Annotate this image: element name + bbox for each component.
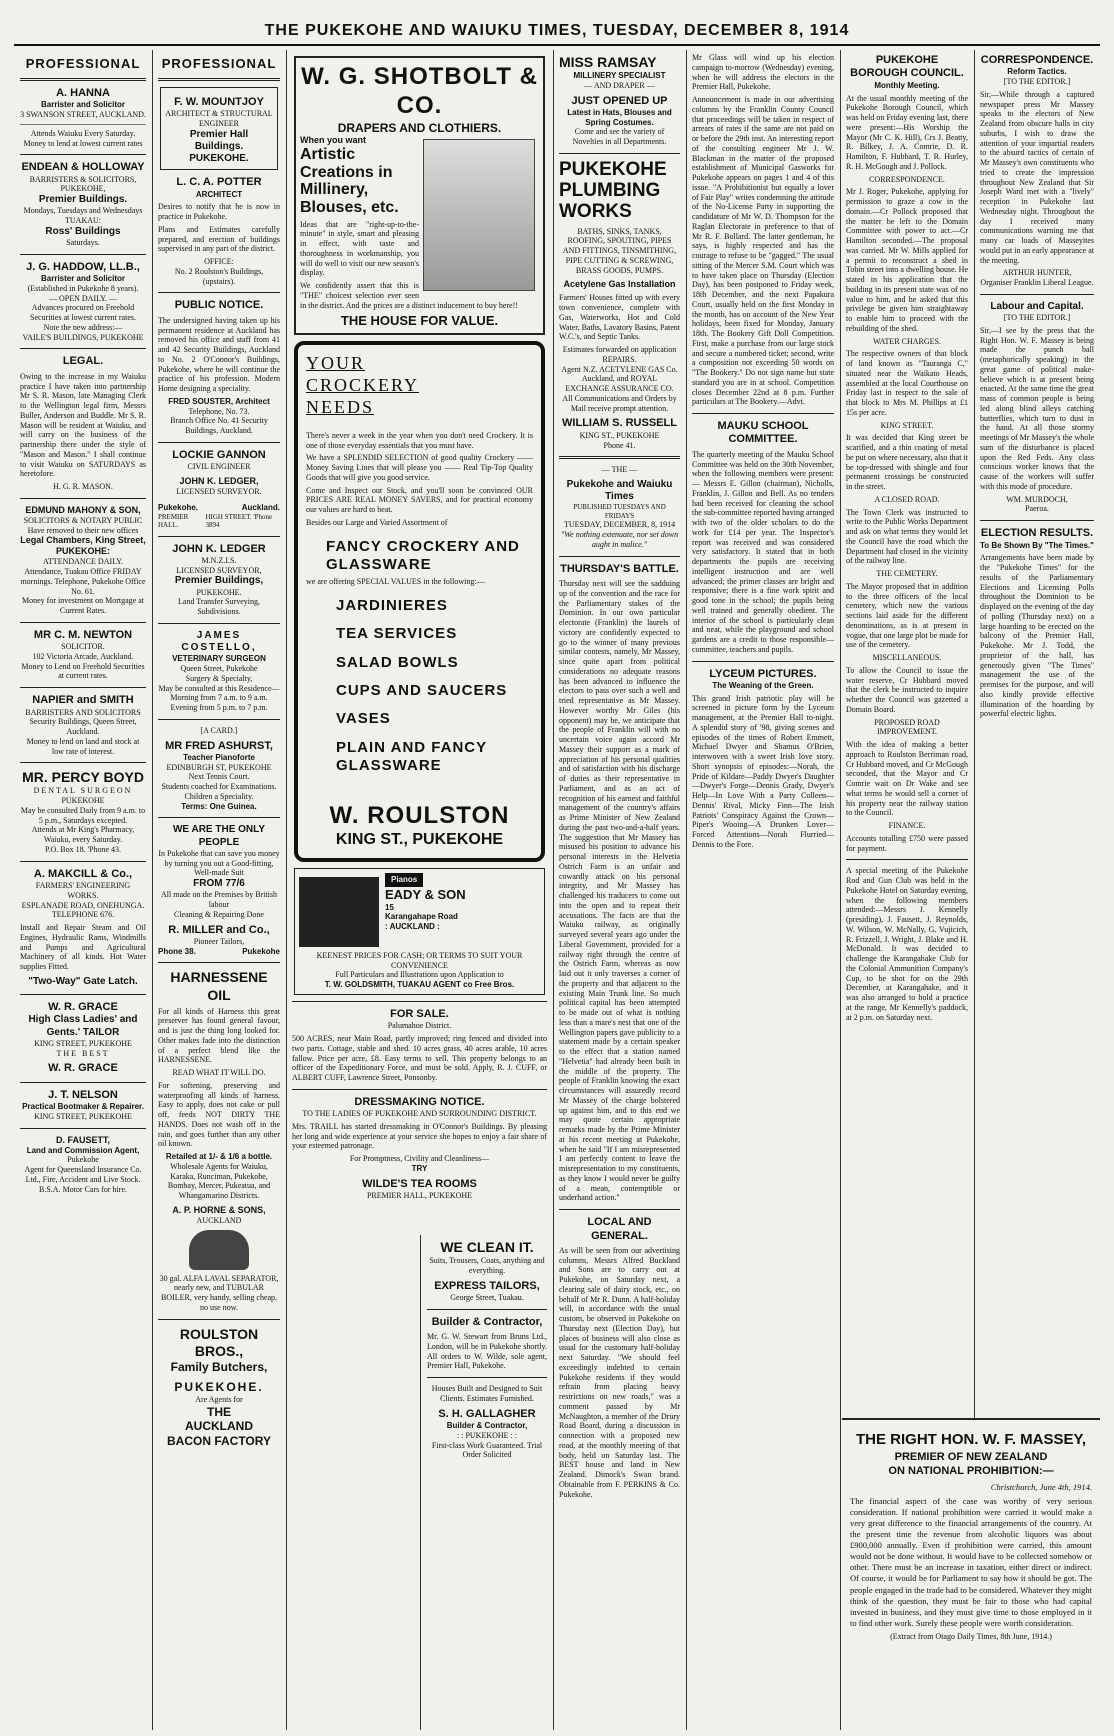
ad-text: P.O. Box 18. 'Phone 43. <box>44 844 122 854</box>
ad-text: Money to lend at lowest current rates <box>23 138 143 148</box>
ad-text: Are Agents for <box>195 1394 243 1404</box>
ad-name: LOCKIE GANNON <box>172 448 266 461</box>
article-body: The quarterly meeting of the Mauku School Committee was held on the 30th November, when the following members were present:— Messrs E. Gillon (chairman), Nicholls, Franklin, J. Gillon and Bell. As no tenders had been received for cleaning the school the sub-committee reported having arranged with two of the older scholars to do the work for £14 per year. The Inspector's report was received and was considered very satisfactory. It stated that in both departments the pupils are receiving intelligent instruction and are well advanced; the primer classes are bright and responsive; there is a fine work spirit and good tone in the school; the pupils being well trained and generally obedient. The interior of the school is particularly clean and neat, while the playground and school gardens are a credit to those responsible—committee, teachers and pupils. <box>692 449 834 654</box>
article-body: Accounts totalling £750 were passed for payment. <box>846 833 968 853</box>
article-body: With the idea of making a better approach to Roulston Berriman road, Cr Hubbard moved, and Cr McGough seconded, that the Mayor and Cr Comrie wait on Dr Wake and see what terms he would sell a corner of his property near the railway station to the Council. <box>846 740 968 818</box>
ad-title: Family Butchers, <box>170 1359 268 1374</box>
ad-body: For all kinds of Harness this great preserver has found general favour, and is just the thing long looked for. Other makes fade into the distinction of a perfect blend like the HARNESSENE. <box>158 1006 280 1065</box>
ad-name: WILDE'S TEA ROOMS <box>362 1177 477 1190</box>
ad-text: FRED SOUSTER, Architect <box>168 396 270 406</box>
article-body: Thursday next will see the sadduing up of the convention and the race for the Parliamentary stakes of the Dominion. In our own particular electorate (Franklin) the laurels of victory are confidently expected to go to the winner of many previous similar contests, namely, Mr Massey, since quite apart from political considerations no adequate reasons has been advanced to influence the electors to pass over such a well and tried representative as Mr Massey. However worthy Mr Giles (his opponent) may be, we anticipate that the people of Franklin will with no uncertain voice again accord Mr Massey their support as a mark of appreciation of his personal qualities and of satisfaction with his discharge of duties as their representative in Parliament, and as an act of recognition of his earnest and faithful management of the country's affairs as Prime Minister of New Zealand during the past two-and-a-half years. The suggestion that Mr Massey has misused his position to advance his personal interests in the Helvetia Ostrich Farm is an unfair and cowardly attack on his personal integrity, and Mr Massey has challenged his traducers to come out into the open and to repeat their accusations. The facts are that the Waiuku railway, as originally surveyed several years ago under the Liberal Government, provided for a railway right through the centre of the Ostrich Farm, whereas as now laid out it only traverses a corner of the property and that adjacent to the existing Main Trunk line. So much political capital has been attempted to be made out of what is nothing less than a mare's nest that one of the Wellington papers gave publicity to a statement made by a certain speaker to the effect that a station named "Helvetia" had already been built in the middle of the property. The people of Franklin knowing the exact circumstances will assuredly record Mr Massey of the charge bolstered up against him, and to this end we may quote certain appropriate remarks made by the Prime Minister at his recent meeting at Pukekohe, when he said "If I am misrepresented I am perfectly content to leave the misrepresentation to my constituents, as they know I would never be guilty of a mean, contemptible or underhand action." <box>559 579 680 1203</box>
ad-text: KING ST., PUKEKOHE <box>579 430 660 440</box>
ad-text: AUCKLAND <box>196 1215 242 1225</box>
ad-badge: Pianos <box>385 873 423 887</box>
ad-text: Latest in Hats, Blouses and Spring Costumes. <box>567 107 672 127</box>
list-item: TEA SERVICES <box>336 625 458 643</box>
ad-name: WILLIAM S. RUSSELL <box>562 417 677 430</box>
article-subhead: THE CEMETERY. <box>876 569 938 579</box>
ad-name: Builder & Contractor, <box>431 1315 543 1328</box>
ad-text: 30 gal. ALFA LAVAL SEPARATOR, nearly new, and TUBULAR BOILER, very handy, selling cheap, no use now. <box>159 1273 279 1312</box>
ad-text: M.N.Z.I.S. <box>201 555 237 565</box>
article-subtitle: Monthly Meeting. <box>874 80 940 90</box>
ad-name: W. R. GRACE <box>48 1001 118 1013</box>
ad-title: High Class Ladies' and Gents.' TAILOR <box>28 1014 138 1038</box>
ad-text: THE BEST <box>56 1048 110 1058</box>
ad-text: KEENEST PRICES FOR CASH; OR TERMS TO SUIT YOUR CONVENIENCE <box>316 950 523 970</box>
ad-body: We have a SPLENDID SELECTION of good quality Crockery —— Money Saving Lines that will please you —— Real Tip-Top Quality Goods that will give you good service. <box>306 453 533 482</box>
paper-nameplate: Pukekohe and Waiuku Times <box>566 479 673 503</box>
ad-title: Practical Bootmaker & Repairer. <box>22 1102 144 1112</box>
ad-text: Land Transfer Surveying, Subdivisions. <box>178 597 260 617</box>
ad-text: Suits, Trousers, Coats, anything and everything. <box>429 1256 545 1275</box>
ad-title: LICENSED SURVEYOR. <box>176 487 262 497</box>
article-subhead: MISCELLANEOUS. <box>872 653 942 663</box>
article-body: The Mayor proposed that in addition to the three officers of the local cemetery, which now the various sections laid aside for the different denominations, as is at present in vogue, that one large plot be made for use of the cemetery. <box>846 581 968 650</box>
ad-text: Queen Street, Pukekohe <box>180 664 258 674</box>
section-header: PROFESSIONAL <box>161 56 277 71</box>
ad-name: D. FAUSETT, <box>55 1134 110 1145</box>
ad-title: Builder & Contractor, <box>446 1421 528 1431</box>
ad-text: Acetylene Gas Installation <box>563 279 676 290</box>
ad-name: A. P. HORNE & SONS, <box>172 1204 266 1215</box>
ad-name: MR. PERCY BOYD <box>22 769 144 786</box>
ad-name: NAPIER and SMITH <box>32 694 134 707</box>
ad-text: Have removed to their new offices <box>27 525 139 535</box>
ad-text: HIGH STREET. 'Phone 3894 <box>205 512 273 530</box>
ad-text: PUKEKOHE, <box>60 184 106 194</box>
article-signature: Paeroa. <box>1025 504 1049 514</box>
ad-name: L. C. A. POTTER <box>176 176 262 189</box>
article-date: Christchurch, June 4th, 1914. <box>990 1482 1092 1493</box>
article-subtitle: PREMIER OF NEW ZEALAND <box>894 1450 1048 1463</box>
ad-text: KING ST., PUKEKOHE <box>335 831 504 849</box>
article-body: It was decided that King street be scarified, and a thin coating of metal be put on where necessary, also that it be top-dressed with shingle and four permanent crossings be constructed in the street. <box>846 433 968 492</box>
ad-text: Next Tennis Court. <box>188 772 250 782</box>
ad-title: Barrister and Solicitor <box>40 274 126 284</box>
article-body: The financial aspect of the case was worthy of very serious consideration. If national prohibition were carried it would make a very great difference to the financial arrangements of the country. At the present time the revenue from alcoholic liquors was about £900,000 annually. Even if prohibition were carried, this amount would not be done without. It would have to be collected somehow or other. There must be an increase in taxation, either direct or indirect. Of course, it would be for Parliament to say how it should be got. The people engaged in the trade had to be considered. Whatever they might think of the question, they must be fair to those who had capital invested in business, and they must give time to those employed in it to find other work. Surely these people were worth consideration. <box>850 1496 1092 1628</box>
article-body: The respective owners of that block of land known as "Tauranga C," situated near the Waikato Heads, assembled at the local Courthouse on Friday last in respect to the sale of that block to Mrs M. Phillips at £1 15s per acre. <box>846 349 968 417</box>
article-subhead: A CLOSED ROAD. <box>874 494 940 504</box>
list-item: SALAD BOWLS <box>336 653 459 671</box>
ad-text: Phone 38. <box>158 946 196 956</box>
ad-title: Barrister and Solicitor <box>40 100 126 110</box>
ad-body: Owing to the increase in my Waiuku practice I have taken into partnership Mr S. R. Mason, late Managing Clerk to the Wellington legal firm, Messrs Buller, Anderson and Buddle. Mr S. R. Mason will be resident at Waiuku, and will carry on the business of the partnership there under the style of "Mason and Mason." I shall continue to visit Waiuku on SATURDAYS as heretofore. <box>20 371 146 479</box>
ad-title: BARRISTERS & SOLICITORS, <box>29 174 137 184</box>
article-body: A special meeting of the Pukekohe Rod and Gun Club was held in the Pukekohe Hotel on Saturday evening, when the following members attended:—Messrs J. Kennelly (presiding), J. Fausett, J. Reynolds, W. Wilson, W. McNally, G. Vujicich, R. Frizzell, J. Wright, J. Blake and H. McDonald. It was decided to challenge the Karangahake Club for the Colonial Ammunition Company's Cup, to be shot for on the 29th December, at Karangahake, and it was also arranged to hold a practice at the range, Mr Kennelly's paddock, at 2 p.m. on Saturday next. <box>846 866 968 1022</box>
ad-text: EDINBURGH ST, PUKEKOHE <box>166 762 272 772</box>
ad-text: : : PUKEKOHE : : <box>457 1430 517 1440</box>
ad-name: EDMUND MAHONY & SON, <box>25 504 141 515</box>
ad-name: PUKEKOHE PLUMBING WORKS <box>559 158 667 222</box>
ad-name: MISS RAMSAY <box>559 54 657 70</box>
article-subtitle: The Weaning of the Green. <box>712 680 814 690</box>
ad-name: JOHN K. LEDGER <box>172 542 266 555</box>
ad-name: A. HANNA <box>56 86 110 99</box>
ad-name: W. G. SHOTBOLT & CO. <box>301 63 538 120</box>
top-rule <box>14 44 1100 46</box>
ad-text: Surgery & Specialty, <box>185 673 253 683</box>
ad-body: Desires to notify that he is now in practice in Pukekohe. <box>158 202 280 222</box>
ad-text: Premier Buildings, <box>174 575 264 587</box>
column-5 <box>686 50 840 1730</box>
ad-text: KING STREET, PUKEKOHE <box>34 1111 132 1121</box>
article-title: PUKEKOHE BOROUGH COUNCIL. <box>850 54 964 80</box>
ad-text: May be consulted at this Residence— Morning from 7 a.m. to 9 a.m. Evening from 5 p.m. to 7 p.m. <box>158 683 280 713</box>
ad-text: Houses Built and Designed to Suit Clients. Estimates Furnished. <box>431 1384 543 1403</box>
ad-text: Premier Buildings. <box>38 194 128 206</box>
column-3b <box>420 1235 553 1730</box>
ad-text: Mondays, Tuesdays and Wednesdays <box>23 206 143 216</box>
ad-text: No. 2 Roulston's Buildings, (upstairs). <box>174 266 264 286</box>
ad-text: Branch Office No. 41 Security Buildings, Auckland. <box>170 416 268 436</box>
ad-name: F. W. MOUNTJOY <box>174 95 264 108</box>
ad-title: Palumahoe District. <box>387 1021 452 1031</box>
ad-name: CROCKERY <box>306 375 420 396</box>
ad-text: THE HOUSE FOR VALUE. <box>340 313 499 329</box>
ad-text: H. G. R. MASON. <box>53 482 113 492</box>
column-4 <box>553 50 686 1730</box>
ad-text: Note the new address:— <box>43 322 123 332</box>
article-title: ELECTION RESULTS. <box>980 527 1094 540</box>
ad-text: First-class Work Guaranteed. Trial Order Solicited <box>431 1440 543 1460</box>
ad-body: For softening, preserving and waterproofing all kinds of harness. Easy to apply, does not cake or pull off, feeds NOT DIRTY THE HANDS. Does not wash off in the rain, and goes further than any other oil known. <box>158 1080 280 1149</box>
ad-text: AUCKLAND <box>185 1419 253 1434</box>
ad-text: PUKEKOHE <box>61 796 105 806</box>
ad-text: FROM 77/6 <box>193 878 245 890</box>
ad-body: Mrs. TRAILL has started dressmaking in O'Connor's Buildings. By pleasing her long and wide experience at your service she hopes to enjoy a fair share of your esteemed patronage. <box>292 1121 547 1151</box>
ad-text: Agent N.Z. ACETYLENE GAS Co. Auckland, and ROYAL EXCHANGE ASSURANCE CO. <box>561 364 678 394</box>
ad-body: The undersigned having taken up his permanent residence at Auckland has removed his office and staff from 41 and 42 Security Buildings, Auckland to No. 2 O'Connor's Buildings, Pukekohe, where he will continue the practice of his profession. Modern Home designing a speciality. <box>158 315 280 394</box>
ad-text: PUBLISHED TUESDAYS AND FRIDAYS <box>573 503 666 520</box>
article-body: To allow the Council to issue the water reserve, Cr Hubbard moved that the clerk be instructed to inquire whether the Council was gazetted a Domain Board. <box>846 665 968 714</box>
article-body: This grand Irish patriotic play will be screened in picture form by the Lyceum management, at the Premier Hall to-night. A splendid story of '98, giving scenes and episodes of the times of Robert Emmett, Michael Dwyer and Shamus O'Brien, interwoven with a sweet Irish love story. Short synopsis of episodes:—Norah, the Pride of Kildare—Paddy Dwyer's Daughter—Dwyer's Forge—Dennis Grady, Dwyer's Help—In Love With a Party Colleen—Dennis' Rival, Micky Finn—The Irish Patriots' Conspiracy Against the Crown—Piper's Wooing—A Drunken Lover—Forced Attentions—Norah Flurried—Dennis to the Fore. <box>692 693 834 849</box>
article-subtitle: Reform Tactics. <box>1007 67 1067 77</box>
ad-text: Money to lend on land and stock at low rate of interest. <box>26 736 140 756</box>
ad-text: Saturdays. <box>66 238 100 248</box>
article-signature: WM. MURDOCH, <box>1006 494 1068 504</box>
ad-body: 500 ACRES, near Main Road, partly improved; ring fenced and divided into two parts. Cottage, stable and shed. 10 acres grass, 40 acres arable, 10 acres fallow. Price per acre, £8. Easy terms to sell. This property belongs to an officer of the Expeditionary Force, and must be sold. Apply, R. J. CUFF, or ALBERT CUFF, Lawrence Street, Ponsonby. <box>292 1034 547 1083</box>
ad-text: Attends Waiuku Every Saturday. <box>30 128 136 138</box>
list-item: VASES <box>336 710 391 728</box>
list-item: PLAIN AND FANCY GLASSWARE <box>336 738 487 774</box>
ad-title: ARCHITECT <box>195 189 243 199</box>
article-title: MAUKU SCHOOL COMMITTEE. <box>717 420 809 446</box>
article-title: LOCAL AND GENERAL. <box>587 1216 652 1242</box>
ad-text: Artistic Creations in Millinery, Blouses, etc. <box>300 146 399 216</box>
article-body: The Town Clerk was instructed to write to the Public Works Department and ask on what terms they would let the Council have the road which the Department had closed in the vicinity of the railway line. <box>846 507 968 566</box>
ad-text: Come and see the variety of Novelties in all Departments. <box>572 127 667 147</box>
ad-name: HARNESSENE OIL <box>170 969 268 1003</box>
ad-text: Money for investment on Mortgage at Current Rates. <box>22 596 144 616</box>
ad-title: Land and Commission Agent, <box>26 1145 140 1155</box>
article-title: THURSDAY'S BATTLE. <box>560 562 679 575</box>
ad-name: LEGAL. <box>62 355 104 368</box>
ad-text: Agent for Queensland Insurance Co. Ltd., Fire, Accident and Live Stock. B.S.A. Motor Cars for hire. <box>24 1165 142 1194</box>
ad-title: LICENSED SURVEYOR, <box>176 565 262 575</box>
ad-text: 15 <box>385 902 394 912</box>
ad-text: "We nothing extenuate, nor set down aught in malice." <box>560 530 679 549</box>
ad-text: Advances procured on Freehold Securities at lowest current rates. <box>30 303 136 323</box>
ad-text: 102 Victoria Arcade, Auckland. <box>32 651 134 661</box>
article-subhead: [TO THE EDITOR.] <box>1003 313 1071 323</box>
ad-title: CIVIL ENGINEER <box>187 462 251 472</box>
ad-text: Auckland. <box>241 502 280 512</box>
ad-text: Wholesale Agents for Waiuku, Karaka, Runciman, Pukekohe, Bombay, Mercer, Pukeatua, and Whangamarino Districts. <box>167 1161 271 1201</box>
article-subhead: FINANCE. <box>888 821 926 831</box>
ad-text: JUST OPENED UP <box>571 94 668 107</box>
ad-name: MR FRED ASHURST, <box>165 739 273 752</box>
ad-text: "Two-Way" Gate Latch. <box>28 975 138 987</box>
ad-text: PUKEKOHE. <box>196 587 242 597</box>
article-body: Mr J. Roger, Pukekohe, applying for permission to graze a cow in the domain.—Cr Pollock proposed that the matter be left to the Domain Committee with power to act.—Cr Hamilton seconded.—The proposal was carried. Mr W. Mills applied for a permit to reconstruct a shed in Tobin street into a dwelling house. He stated in his application that the building in its present state was of no value to him, and he asked that this privilege be given him straightaway to enable him to proceed with the rebuilding of the shed. <box>846 187 968 333</box>
ad-text: KING STREET, PUKEKOHE <box>34 1038 132 1048</box>
ad-text: For Promptness, Civility and Cleanliness— <box>349 1154 490 1164</box>
ad-text: Retailed at 1/- & 1/6 a bottle. <box>165 1152 273 1162</box>
masthead: THE PUKEKOHE AND WAIUKU TIMES, TUESDAY, DECEMBER 8, 1914 <box>264 22 850 39</box>
article-subtitle: To Be Shown By "The Times." <box>980 540 1094 550</box>
article-subhead: PROPOSED ROAD IMPROVEMENT. <box>874 717 940 737</box>
ad-text: TUESDAY, DECEMBER, 8, 1914 <box>563 520 676 530</box>
cow-illustration <box>189 1230 249 1270</box>
ad-name: JAMES COSTELLO, <box>181 629 257 654</box>
article-title: LYCEUM PICTURES. <box>709 667 817 680</box>
ad-text: Legal Chambers, King Street, PUKEKOHE: <box>20 535 146 557</box>
ad-title: SOLICITORS & NOTARY PUBLIC <box>23 515 143 525</box>
ad-name: A. MAKCILL & Co., <box>33 867 133 880</box>
ad-text: T. W. GOLDSMITH, TUAKAU AGENT co Free Bros. <box>324 980 515 990</box>
ad-text: PUKEKOHE. <box>174 1380 264 1395</box>
ad-text: FANCY CROCKERY AND GLASSWARE <box>326 537 520 574</box>
ad-title: SOLICITOR. <box>61 642 105 652</box>
article-subhead: [TO THE EDITOR.] <box>1003 77 1071 87</box>
ad-text: All Communications and Orders by Mail receive prompt attention. <box>562 393 677 413</box>
ad-address: 3 SWANSON STREET, AUCKLAND. <box>20 110 146 120</box>
article-subhead: CORRESPONDENCE. <box>869 174 945 184</box>
article-signature: Organiser Franklin Liberal League. <box>980 278 1094 288</box>
ad-title: MILLINERY SPECIALIST <box>573 71 666 81</box>
list-item: CUPS AND SAUCERS <box>336 681 508 699</box>
ad-text: TRY <box>411 1163 428 1173</box>
article-subhead: WATER CHARGES. <box>872 336 941 346</box>
ad-body: Install and Repair Steam and Oil Engines, Hydraulic Rams, Windmills and Pumps and Agricultural Machinery of all kinds. Hot Water supplies Fitted. <box>20 923 146 972</box>
ad-text: THE <box>207 1404 231 1419</box>
ad-text: ESPLANADE ROAD, ONEHUNGA. <box>21 900 145 910</box>
ad-text: : AUCKLAND : <box>385 922 440 932</box>
ad-text: VAILE'S BUILDINGS, PUKEKOHE <box>22 332 144 342</box>
ad-title: DRAPERS AND CLOTHIERS. <box>337 120 502 135</box>
fashion-illustration <box>423 139 535 291</box>
article-body: Announcement is made in our advertising columns by the Franklin County Council that proceedings will be taken in respect of arrears of rates if the same are not paid on or before the 29th inst. An interesting report of the consulting engineer Mr J. W. Blackman in the matter of the proposed establishment of Municipal Gasworks for Pukekohe appears on pages 1 and 4 of this issue. "A Prohibitionist but equally a lover of Fair Play" writes condemning the attitude of the No-License Party in supporting the candidature of Mr W. D. Thompson for the Raglan Electorate in preference to that of Mr R. F. Bollard. The latter gentleman, he says, is highly respected and has the courage to refuse to be "gagged." The usual sitting of the Mercer S.M. Court which was to have taken place on Thursday (Election Day), has been postponed to Friday week, 18th December, and the next Papakura Court, usually held on the first Monday in the month, has on account of the New Year holidays, been fixed for Monday, January 18th. The Bookery Gift Doll Competition. First, make a purchase from our large stock and secure a numbered ticket; second, write a composition not exceeding 50 words on "The Bookery." Do not sign name but state standard you are in at school. Competition closes December 22nd at 8 p.m. Further particulars at The Bookery.—Advt. <box>692 95 834 407</box>
section-header: PROFESSIONAL <box>25 56 141 71</box>
ad-text: Karangahape Road <box>385 912 458 922</box>
ad-name: ENDEAN & HOLLOWAY <box>21 161 145 174</box>
ad-text: [A CARD.] <box>200 725 238 735</box>
ad-body: There's never a week in the year when you don't need Crockery. It is one of those everyday essentials that you must have. <box>306 430 533 450</box>
list-item: JARDINIERES <box>336 597 448 615</box>
ad-name: J. G. HADDOW, LL.B., <box>26 260 140 273</box>
ad-text: ATTENDANCE DAILY. <box>43 557 123 567</box>
column-1 <box>14 50 152 1730</box>
ad-text: TUAKAU: <box>65 216 101 226</box>
ad-body: Ideas that are "right-up-to-the-minute" in style, smart and pleasing in effect, with taste and thoroughness in workmanship, you will do well to visit our new season's display. <box>300 219 419 278</box>
ad-text: Ross' Buildings <box>45 225 121 237</box>
ad-text: BATHS, SINKS, TANKS, ROOFING, SPOUTING, PIPES AND FITTINGS, TINSMITHING, PIPE CUTTING & SCREWING, BRASS GOODS, PUMPS. <box>562 226 677 275</box>
article-subtitle: ON NATIONAL PROHIBITION:— <box>888 1464 1054 1477</box>
ad-text: OFFICE: <box>204 257 234 267</box>
ad-body: We confidently assert that this is "THE" choicest selection ever seen in the district. And the prices are a distinct inducement to buy here!! <box>300 281 518 310</box>
article-body: Arrangements have been made by the "Pukekohe Times" for the results of the Parliamentary Elections and Licensing Polls throughout the Dominion to be displayed on the evening of the day of polling (Thursday next) on a large hoarding to be erected on the balcony of the Premier Hall, Pukekohe. Mr J. Todd, the proprietor of the hall, has generously given "The Times" management the use of the premises for the purpose, and will also kindly provide effective illumination of the hoarding by powerful electric lights. <box>980 553 1094 719</box>
ad-text: Telephone, No. 73. <box>188 406 250 416</box>
ad-body: Besides our Large and Varied Assortment of <box>306 517 448 527</box>
ad-text: — OPEN DAILY. — <box>49 293 117 303</box>
article-body: At the usual monthly meeting of the Pukekohe Borough Council, which was held on Friday evening last, there were present:—His Worship the Mayor (Mr C. K. Hill), Crs J. Beatty, R. Bilkey, J. A. Comrie, D. R. Hamilton, F. Hubbard, T. R. Hurley, R. H. McGough and J. Pollock. <box>846 93 968 171</box>
ad-name: WE CLEAN IT. <box>440 1239 534 1255</box>
ad-text: George Street, Tuakau. <box>450 1292 524 1302</box>
ad-name: DRESSMAKING NOTICE. <box>354 1095 485 1108</box>
ad-text: — AND DRAPER — <box>584 80 655 90</box>
ad-text: Students coached for Examinations. Children a Speciality. <box>161 782 277 801</box>
ad-name: PUBLIC NOTICE. <box>174 299 264 312</box>
ad-text: PREMIER HALL. <box>158 512 189 530</box>
ad-body: Mr. G. W. Stewart from Bruns Ltd., London, will be in Pukekohe shortly. All orders to W. Wilde, sole agent, Premier Hall, Pukekohe. <box>427 1332 547 1371</box>
article-body: As will be seen from our advertising columns, Messrs Alfred Buckland and Sons are to carry out at Pukekohe, on Saturday next, a clearing sale of dairy stock, etc., on behalf of Mr R. Dunn. A half-holiday will, in accordance with the usual custom, be observed in Pukekohe on Thursday next (Election Day), but places of business will also close as usual for the customary half-holiday next Saturday. "We should feel exceedingly indebted to certain Pukekohe residents if they would refrain from placing heavy restrictions on new roads," was a comment passed by Mr McNaughton, a member of the Drury Road Board, during a discussion in connection with a proposed new road, at the monthly meeting of that body, held on Saturday last. The BEST house and land in New Zealand. Dimock's Swan brand. Obtainable from F. PERKINS & Co. Pukekohe. <box>559 1245 680 1499</box>
ad-name: JOHN K. LEDGER, <box>179 476 259 487</box>
piano-illustration <box>299 877 379 947</box>
ad-text: Cleaning & Repairing Done <box>174 909 264 919</box>
article-body: Mr Glass will wind up his election campaign to-morrow (Wednesday) evening, when he will address the electors in the Premier Hall, Pukekohe. <box>692 53 834 92</box>
ad-text: READ WHAT IT WILL DO. <box>172 1068 266 1078</box>
ad-title: DENTAL SURGEON <box>33 786 133 796</box>
ad-text: Full Particulars and Illustrations upon Application to <box>335 970 504 980</box>
ad-text: BACON FACTORY <box>166 1433 271 1448</box>
ad-title: FARMERS' ENGINEERING WORKS. <box>35 881 131 900</box>
ad-name: YOUR <box>306 353 366 374</box>
ad-body: Plans and Estimates carefully prepared, and erection of buildings supervised in any part of the district. <box>158 224 280 254</box>
ad-text: Estimates forwarded on application REPAIRS. <box>562 345 677 364</box>
ad-text: Money to Lend on Freehold Securities at current rates. <box>21 661 145 681</box>
ad-text: All made on the Premises by British labour <box>161 890 277 910</box>
ad-name: MR C. M. NEWTON <box>33 628 133 641</box>
ad-name: FOR SALE. <box>390 1007 449 1020</box>
ad-body: Come and Inspect our Stock, and you'll soon be convinced OUR PRICES ARE REAL MONEY SAVERS, and for practical economy our values are hard to beat. <box>306 485 533 515</box>
article-signature: ARTHUR HUNTER, <box>1002 268 1072 278</box>
article-subhead: KING STREET. <box>880 420 934 430</box>
ad-name: WE ARE THE ONLY PEOPLE <box>172 824 266 848</box>
ad-text: When you want <box>300 135 366 146</box>
ad-text: W. R. GRACE <box>48 1062 118 1075</box>
ad-name: S. H. GALLAGHER <box>438 1407 536 1420</box>
ad-name: NEEDS <box>306 397 374 418</box>
ad-text: Premier Hall Buildings. PUKEKOHE. <box>189 128 249 165</box>
ad-text: Pukekohe. <box>158 502 199 512</box>
massey-quote-box <box>842 1418 1100 1730</box>
ad-title: Teacher Pianoforte <box>183 752 255 762</box>
article-body: Sir,—While through a captured newspaper press Mr Massey speaks to the electors of New Zealand from obscure halls in city suburbs, I wish to draw the attention of your impartial readers to the absurd tactics of certain of Mr Massey's own constituents who tried to create the impression throughout New Zealand that Sir Joseph Ward met with a "lively" reception in Pukekohe last Wednesday night. Throughout the day I received many communications warning me that many car loads of Masseyites would put in an early appearance at the meeting. <box>980 89 1094 265</box>
ad-text: Pukekohe <box>67 1155 99 1165</box>
ad-title: Pioneer Tailors, <box>193 936 245 946</box>
ad-text: In Pukekohe that can save you money by turning you out a Good-fitting, Well-made Suit <box>158 848 280 878</box>
ad-text: Phone 41. <box>603 440 636 450</box>
ad-name: W. ROULSTON <box>329 802 510 830</box>
ad-title: BARRISTERS AND SOLICITORS <box>25 707 141 717</box>
ad-text: — THE — <box>601 465 638 475</box>
ad-title: VETERINARY SURGEON <box>172 654 266 664</box>
ad-text: Attends at Mr King's Pharmacy, Waiuku, every Saturday. <box>31 825 135 845</box>
column-2 <box>152 50 286 1730</box>
ad-text: TELEPHONE 676. <box>51 910 115 920</box>
ad-name: EADY & SON <box>385 886 466 902</box>
article-title: CORRESPONDENCE. <box>980 54 1094 66</box>
ad-body: Farmers' Houses fitted up with every town convenience, complete with Gas, Waterworks, Hot and Cold Water, Baths, Lavatory Basins, Patent W.C.'s, and Septic Tanks. <box>559 293 681 342</box>
ad-text: (Established in Pukekohe 8 years). <box>27 283 139 293</box>
ad-text: May be consulted Daily from 9 a.m. to 5 p.m., Saturdays excepted. <box>20 805 146 825</box>
ad-text: Security Buildings, Queen Street, Auckland. <box>29 717 137 737</box>
article-title: Labour and Capital. <box>990 300 1084 312</box>
ad-body: we are offering SPECIAL VALUES in the following:— <box>306 577 485 587</box>
ad-name: ROULSTON BROS., <box>179 1325 259 1359</box>
ad-text: Pukekohe <box>242 946 280 956</box>
article-body: Sir,—I see by the press that the Right Hon. W. F. Massey is being made the punch ball (metaphorically speaking) in the great game of political make-believe which is at present being enacted. At the same time the great mass of common people is being led along blind alleys catching butterflies, which turn to dust in the hand. At all those stormy meetings of Mr Massey's the whole sum of the disturbance is placed upon the Red Feds. Any class conscious worker knows that the cause of the workers will suffer with this mode of procedure. <box>980 325 1094 491</box>
ad-text: PREMIER HALL, PUKEKOHE <box>366 1191 473 1201</box>
ad-title: ARCHITECT & STRUCTURAL ENGINEER <box>165 109 273 129</box>
ad-text: Terms: One Guinea. <box>181 801 257 811</box>
article-title: THE RIGHT HON. W. F. MASSEY, <box>855 1431 1087 1448</box>
ad-name: J. T. NELSON <box>48 1088 118 1101</box>
ad-name: R. MILLER and Co., <box>168 923 270 936</box>
ad-text: TO THE LADIES OF PUKEKOHE AND SURROUNDING DISTRICT. <box>302 1109 537 1119</box>
ad-text: Attendance, Tuakau Office FRIDAY mornings. Telephone, Pukekohe Office No. 61. <box>20 567 146 596</box>
ad-name: EXPRESS TAILORS, <box>434 1279 540 1292</box>
article-source: (Extract from Otago Daily Times, 8th June, 1914.) <box>890 1631 1052 1641</box>
